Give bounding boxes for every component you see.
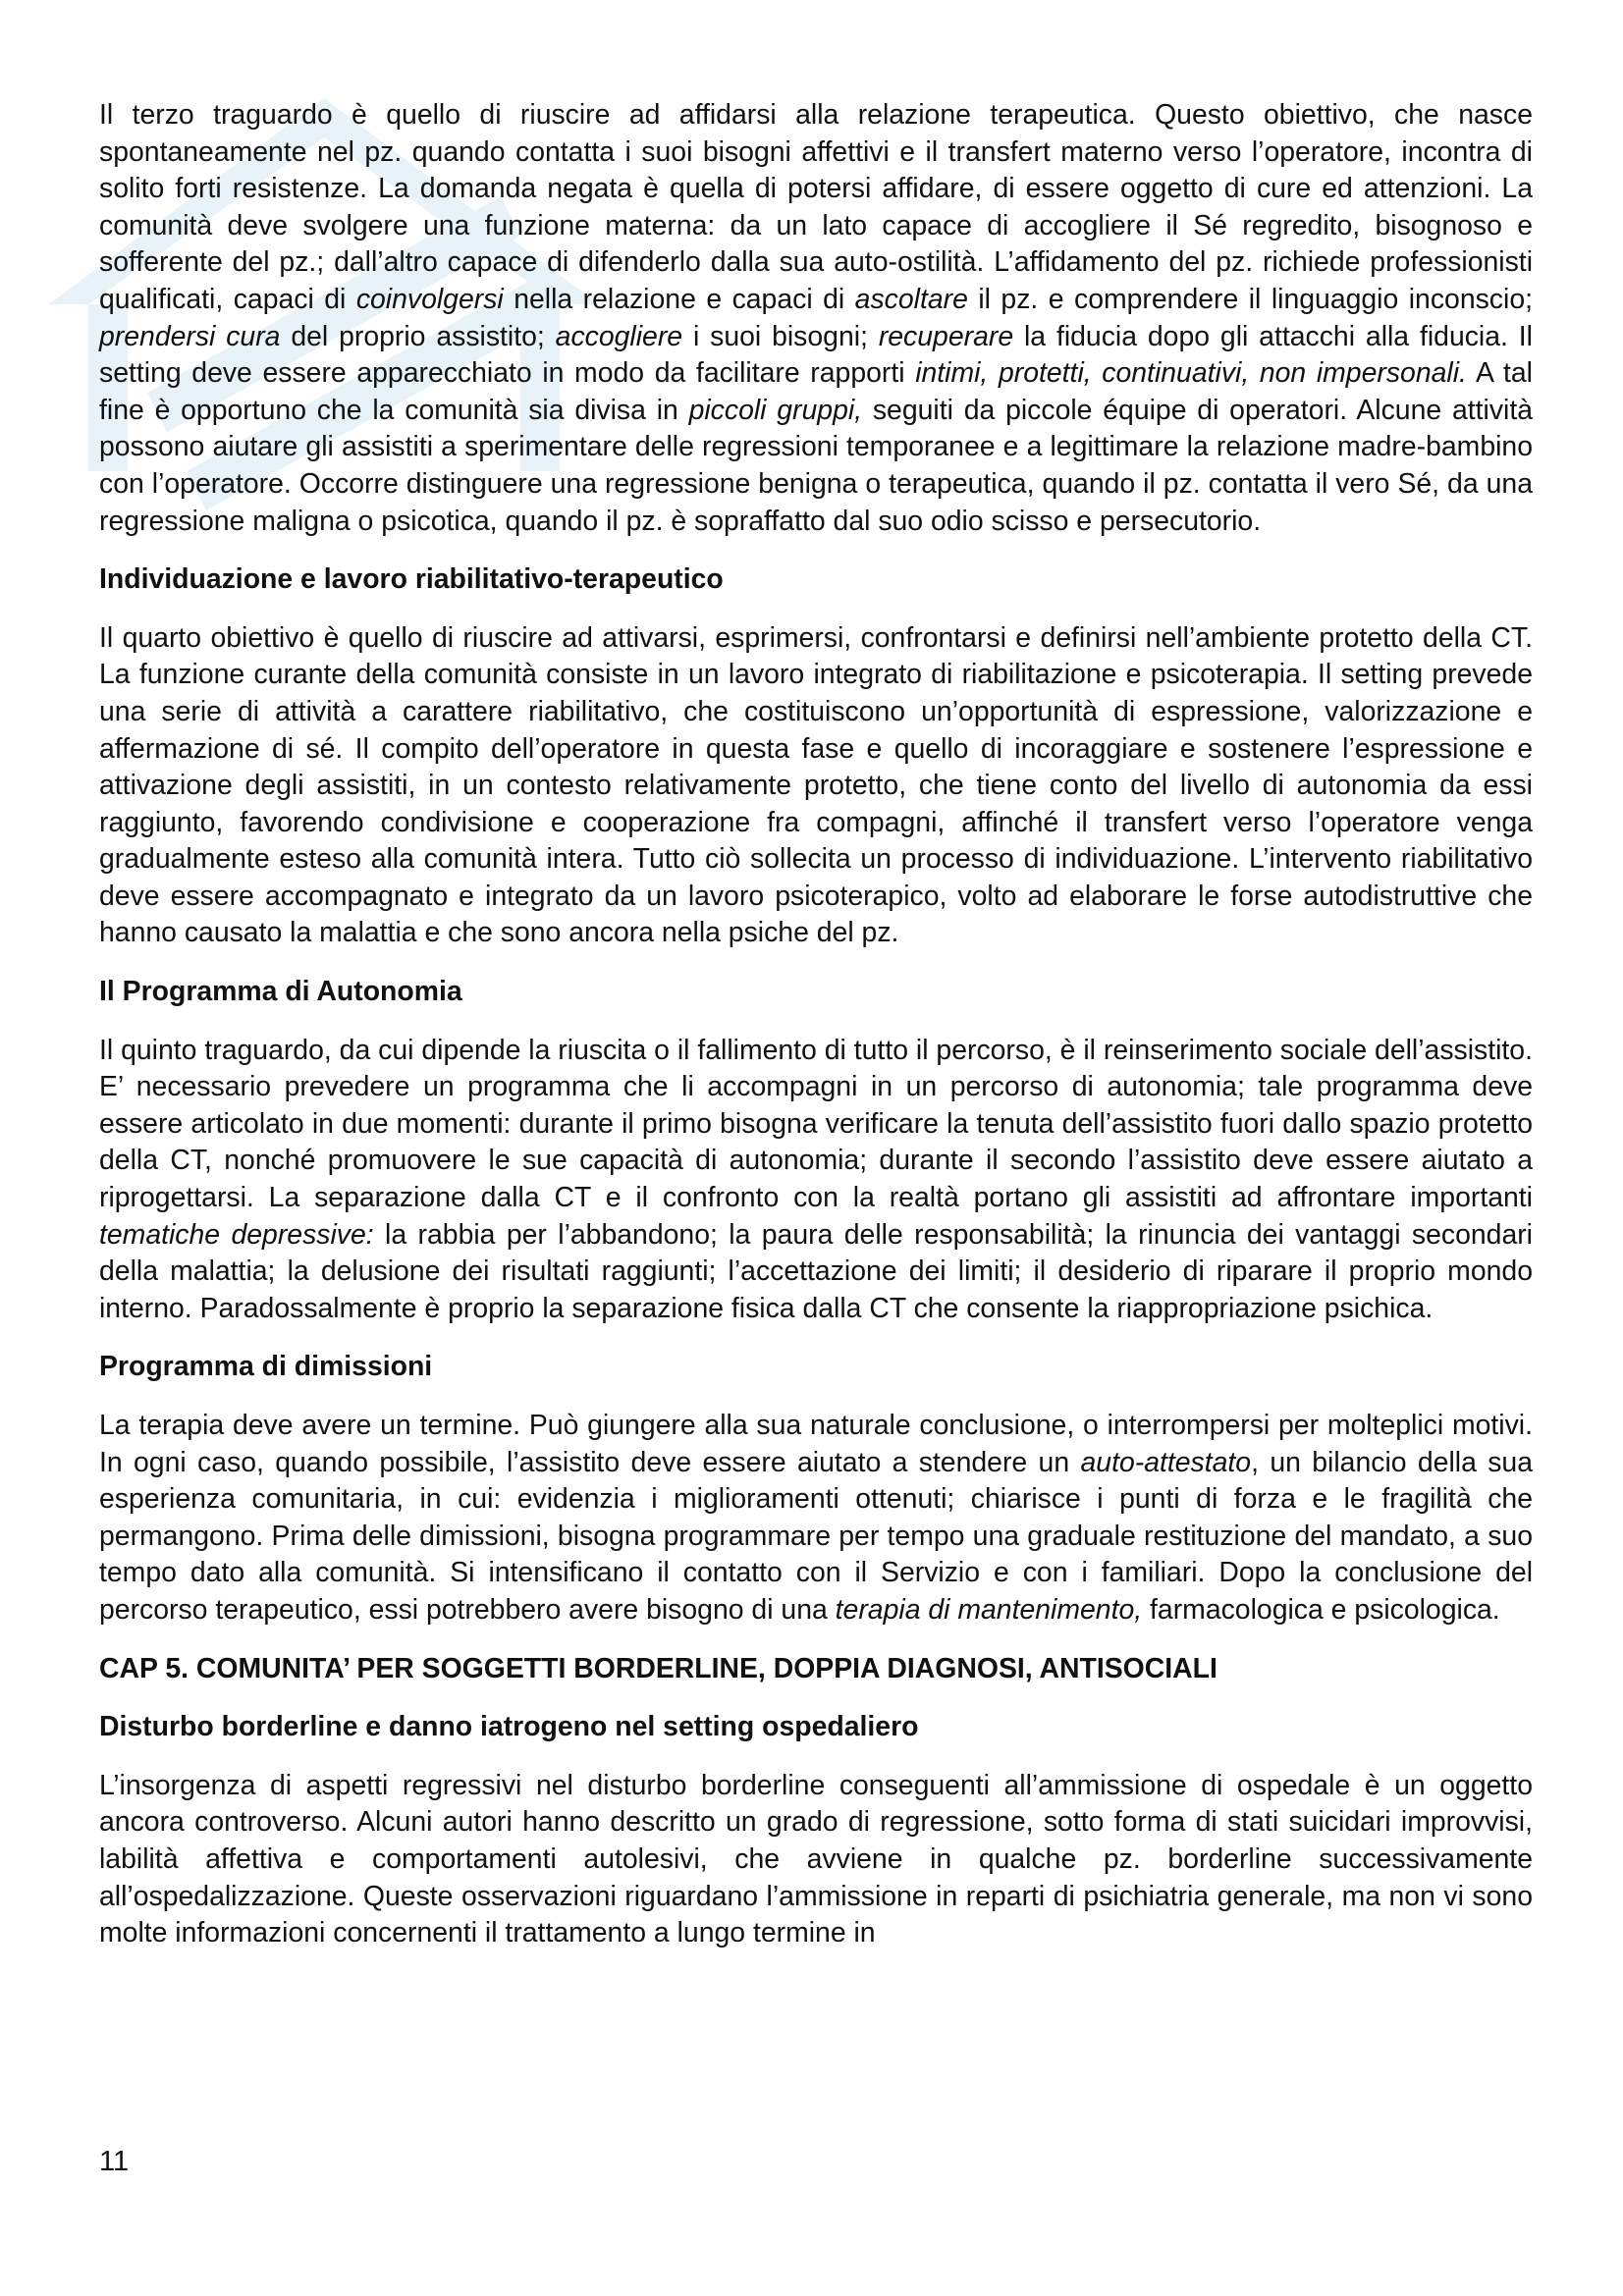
paragraph-individuazione: Il quarto obiettivo è quello di riuscire ad attivarsi, esprimersi, confrontarsi e definirsi nell’ambiente protetto della CT. La funzione curante della comunità consiste in un lavoro integrato di riabilitazione e psicoterapia. Il setting prevede una serie di attività a carattere riabilitativo, che costituiscono un’opportunità di espressione, valorizzazione e affermazione di sé. Il compito dell’operatore in questa fase e quello di incoraggiare e sostenere l’espressione e attivazione degli assistiti, in un contesto relativamente protetto, che tiene conto del livello di autonomia da essi raggiunto, favorendo condivisione e cooperazione fra compagni, affinché il transfert verso l’operatore venga gradualmente esteso alla comunità intera. Tutto ciò sollecita un processo di individuazione. L’intervento riabilitativo deve essere accompagnato e integrato da un lavoro psicoterapico, volto ad elaborare le forse autodistruttive che hanno causato la malattia e che sono ancora nella psiche del pz. (99, 621, 1533, 949)
paragraph-programma-autonomia (99, 1033, 1533, 1328)
text-run: , un bilancio della sua esperienza comunitaria, in cui: evidenzia i miglioramenti ottenuti; chiarisce i punti di forza e le fragilità che permangono. Prima delle dimissioni, bisogna programmare per tempo una graduale restituzione del mandato, a suo tempo dato alla comunità. Si intensificano il contatto con il Servizio e con i familiari. Dopo la conclusione del percorso terapeutico, essi potrebbero avere bisogno di una (99, 1446, 1533, 1626)
italic-tematiche-depressive: tematiche depressive: (99, 1218, 374, 1251)
heading-programma-dimissioni: Programma di dimissioni (99, 1351, 433, 1383)
document-body (99, 97, 1533, 1974)
italic-prendersi-cura: prendersi cura (99, 320, 281, 352)
italic-recuperare: recuperare (878, 320, 1014, 352)
italic-terapia-mantenimento: terapia di mantenimento, (835, 1593, 1143, 1626)
italic-piccoli-gruppi: piccoli gruppi, (688, 394, 863, 426)
page-number: 11 (99, 2146, 130, 2177)
text-run: La terapia deve avere un termine. Può giungere alla sua naturale conclusione, o interrompersi per molteplici motivi. In ogni caso, quando possibile, l’assistito deve essere aiutato a stendere un (99, 1410, 1533, 1478)
text-run: Il quinto traguardo, da cui dipende la riuscita o il fallimento di tutto il percorso, è il reinserimento sociale dell’assistito. E’ necessario prevedere un programma che li accompagni in un percorso di autonomia; tale programma deve essere articolato in due momenti: durante il primo bisogna verificare la tenuta dell’assistito fuori dallo spazio protetto della CT, nonché promuovere le sue capacità di autonomia; durante il secondo l’assistito deve essere aiutato a riprogettarsi. La separazione dalla CT e il confronto con la realtà portano gli assistiti ad affrontare importanti (99, 1034, 1533, 1214)
text-run: del proprio assistito; (280, 320, 556, 352)
text-run: Il terzo traguardo è quello di riuscire ad affidarsi alla relazione terapeutica. Questo obiettivo, che nasce spontaneamente nel pz. quando contatta i suoi bisogni affettivi e il transfert materno verso l’operatore, incontra di solito forti resistenze. La domanda negata è quella di potersi affidare, di essere oggetto di cure ed attenzioni. La comunità deve svolgere una funzione materna: da un lato capace di accogliere il Sé regredito, bisognoso e sofferente del pz.; dall’altro capace di difenderlo dalla sua auto-ostilità. L’affidamento del pz. richiede professionisti qualificati, capaci di (99, 99, 1533, 315)
italic-coinvolgersi: coinvolgersi (355, 283, 504, 315)
text-run: il pz. e comprendere il linguaggio inconscio; (967, 283, 1533, 315)
paragraph-programma-dimissioni (99, 1408, 1533, 1629)
heading-chapter-5: CAP 5. COMUNITA’ PER SOGGETTI BORDERLINE, DOPPIA DIAGNOSI, ANTISOCIALI (99, 1652, 1217, 1684)
heading-programma-autonomia: Il Programma di Autonomia (99, 976, 462, 1008)
text-run: seguiti da piccole équipe di operatori. Alcune attività possono aiutare gli assistiti a sperimentare delle regressioni temporanee e a legittimare la relazione madre-bambino con l’operatore. Occorre distinguere una regressione benigna o terapeutica, quando il pz. contatta il vero Sé, da una regressione maligna o psicotica, quando il pz. è sopraffatto dal suo odio scisso e persecutorio. (99, 394, 1533, 537)
text-run: A tal fine è opportuno che la comunità sia divisa in (99, 357, 1533, 426)
italic-auto-attestato: auto-attestato (1080, 1446, 1252, 1478)
text-run: nella relazione e capaci di (503, 283, 855, 315)
paragraph-relazione-terapeutica (99, 97, 1533, 540)
heading-individuazione: Individuazione e lavoro riabilitativo-terapeutico (99, 563, 724, 596)
italic-intimi: intimi, protetti, continuativi, non impersonali. (915, 357, 1467, 390)
text-run: farmacologica e psicologica. (1142, 1593, 1500, 1626)
text-run: i suoi bisogni; (682, 320, 879, 352)
text-run: la fiducia dopo gli attacchi alla fiducia. Il setting deve essere apparecchiato in modo da facilitare rapporti (99, 320, 1533, 390)
paragraph-disturbo-borderline: L’insorgenza di aspetti regressivi nel disturbo borderline conseguenti all’ammissione di ospedale è un oggetto ancora controverso. Alcuni autori hanno descritto un grado di regressione, sotto forma di stati suicidari improvvisi, labilità affettiva e comportamenti autolesivi, che avviene in qualche pz. borderline successivamente all’ospedalizzazione. Queste osservazioni riguardano l’ammissione in reparti di psichiatria generale, ma non vi sono molte informazioni concernenti il trattamento a lungo termine in (99, 1769, 1533, 1949)
heading-disturbo-borderline: Disturbo borderline e danno iatrogeno nel setting ospedaliero (99, 1711, 919, 1743)
italic-ascoltare: ascoltare (854, 283, 968, 315)
text-run: la rabbia per l’abbandono; la paura delle responsabilità; la rinuncia dei vantaggi secondari della malattia; la delusione dei risultati raggiunti; l’accettazione dei limiti; il desiderio di riparare il proprio mondo interno. Paradossalmente è proprio la separazione fisica dalla CT che consente la riappropriazione psichica. (99, 1218, 1533, 1324)
italic-accogliere: accogliere (555, 320, 683, 352)
